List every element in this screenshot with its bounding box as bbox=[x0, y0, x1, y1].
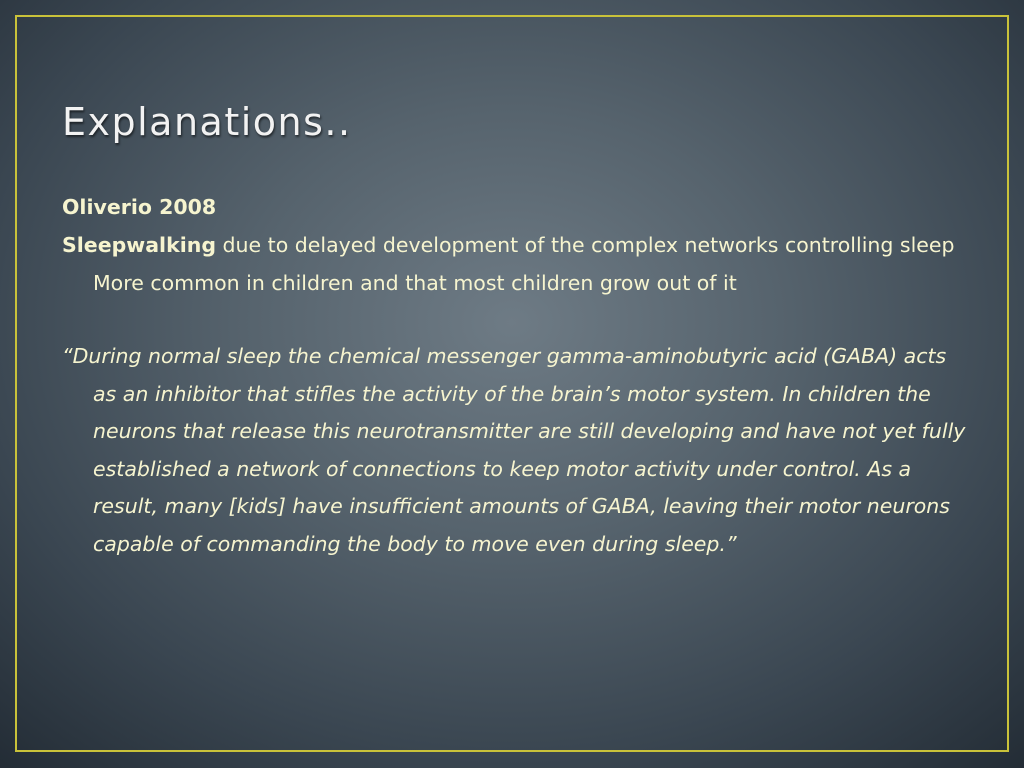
quote-paragraph: “During normal sleep the chemical messenger gamma-aminobutyric acid (GABA) acts as an inhibitor that stifles the activity of the brain’s motor system. In children the neurons that release this neurotransmitter are still developing and have not yet fully established a network of connections to keep motor activity under control. As a result, many [kids] have insufficient amounts of GABA, leaving their motor neurons capable of commanding the body to move even during sleep.” bbox=[62, 344, 966, 556]
bullet-common-in-children: More common in children and that most children grow out of it bbox=[93, 271, 737, 295]
bullet-sleepwalking bbox=[62, 226, 967, 264]
bullet-sleepwalking-text: due to delayed development of the complex networks controlling sleep bbox=[216, 233, 955, 257]
slide-title: Explanations.. bbox=[62, 100, 352, 144]
paragraph-spacer bbox=[62, 302, 967, 338]
source-citation: Oliverio 2008 bbox=[62, 195, 217, 219]
bullet-sleepwalking-term: Sleepwalking bbox=[62, 233, 217, 257]
slide-body bbox=[62, 188, 967, 563]
